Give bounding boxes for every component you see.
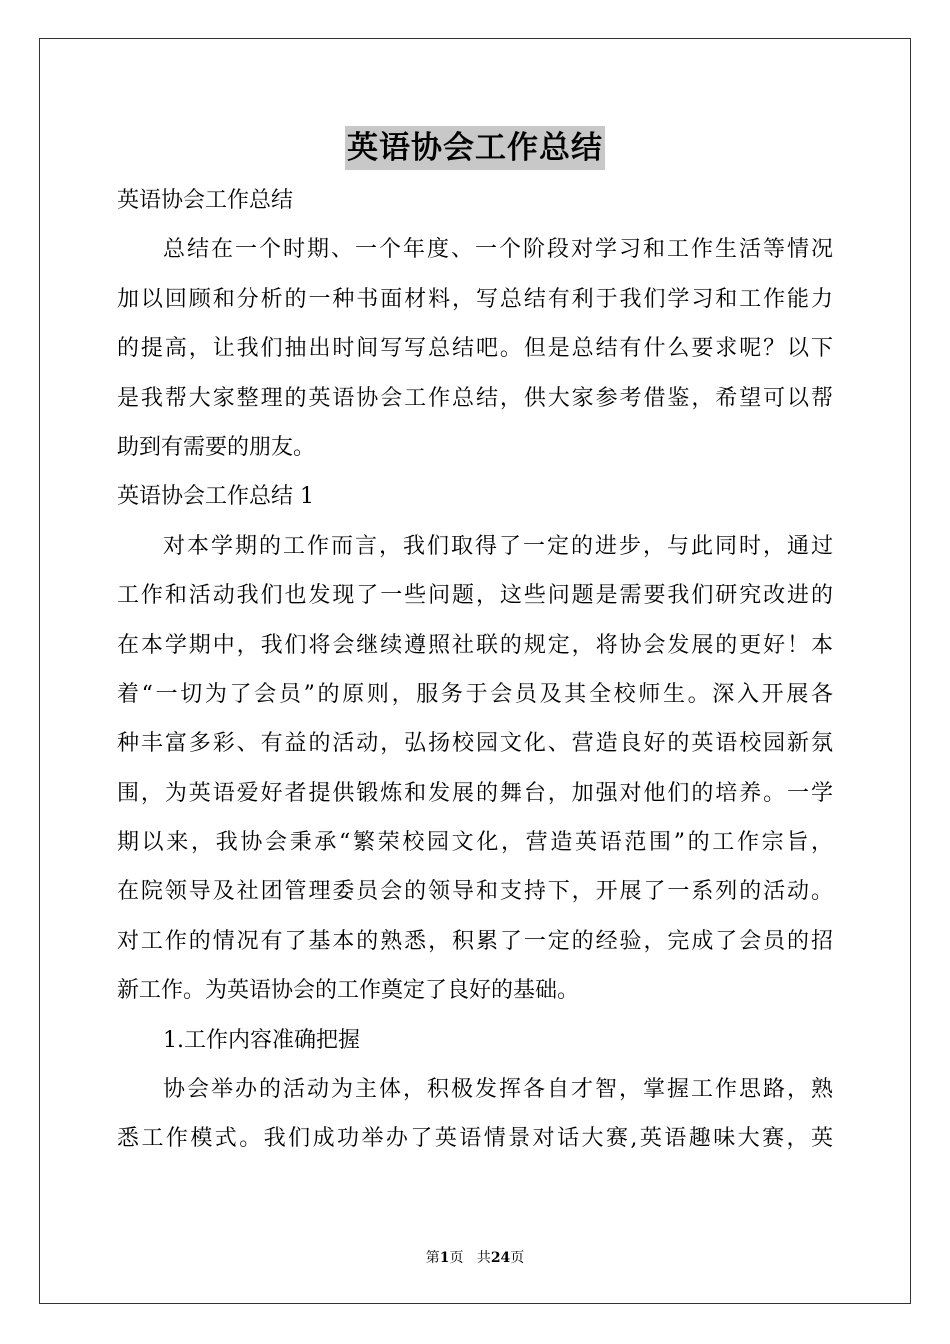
title-container <box>0 126 950 170</box>
text-line: 着“一切为了会员”的原则，服务于会员及其全校师生。深入开展各 <box>117 681 833 707</box>
footer-total-unit: 页 <box>510 1250 525 1266</box>
text-line: 助到有需要的朋友。 <box>117 434 316 460</box>
text-line: 对工作的情况有了基本的熟悉，积累了一定的经验，完成了会员的招 <box>117 928 833 954</box>
text-line: 加以回顾和分析的一种书面材料，写总结有利于我们学习和工作能力 <box>117 286 833 312</box>
text-line: 围，为英语爱好者提供锻炼和发展的舞台，加强对他们的培养。一学 <box>117 780 833 806</box>
text-line: 英语协会工作总结 <box>117 188 294 213</box>
document-body <box>117 176 833 1164</box>
footer-page-prefix: 第 <box>425 1250 440 1266</box>
text-line: 对本学期的工作而言，我们取得了一定的进步，与此同时，通过 <box>163 533 833 559</box>
footer-total-prefix: 共 <box>476 1250 491 1266</box>
text-line: 期以来，我协会秉承“繁荣校园文化，营造英语范围”的工作宗旨， <box>117 830 833 856</box>
text-line: 1.工作内容准确把握 <box>163 1027 360 1053</box>
text-line: 协会举办的活动为主体，积极发挥各自才智，掌握工作思路，熟 <box>163 1077 833 1103</box>
text-line: 是我帮大家整理的英语协会工作总结，供大家参考借鉴，希望可以帮 <box>117 385 833 411</box>
text-line: 悉工作模式。我们成功举办了英语情景对话大赛,英语趣味大赛，英 <box>117 1126 833 1152</box>
text-line: 种丰富多彩、有益的活动，弘扬校园文化、营造良好的英语校园新氛 <box>117 731 833 757</box>
text-line: 英语协会工作总结 1 <box>117 484 314 510</box>
document-title: 英语协会工作总结 <box>345 126 605 170</box>
footer-page-unit: 页 <box>449 1250 464 1266</box>
text-line: 的提高，让我们抽出时间写写总结吧。但是总结有什么要求呢？以下 <box>117 336 833 362</box>
text-line: 总结在一个时期、一个年度、一个阶段对学习和工作生活等情况 <box>163 237 833 263</box>
footer-total-pages: 24 <box>490 1250 511 1266</box>
text-line: 在院领导及社团管理委员会的领导和支持下，开展了一系列的活动。 <box>117 879 833 905</box>
footer-page-number: 1 <box>439 1250 450 1266</box>
text-line: 新工作。为英语协会的工作奠定了良好的基础。 <box>117 978 580 1004</box>
text-line: 在本学期中，我们将会继续遵照社联的规定，将协会发展的更好！本 <box>117 632 833 658</box>
text-line: 工作和活动我们也发现了一些问题，这些问题是需要我们研究改进的 <box>117 583 833 609</box>
page-footer <box>0 1248 950 1268</box>
